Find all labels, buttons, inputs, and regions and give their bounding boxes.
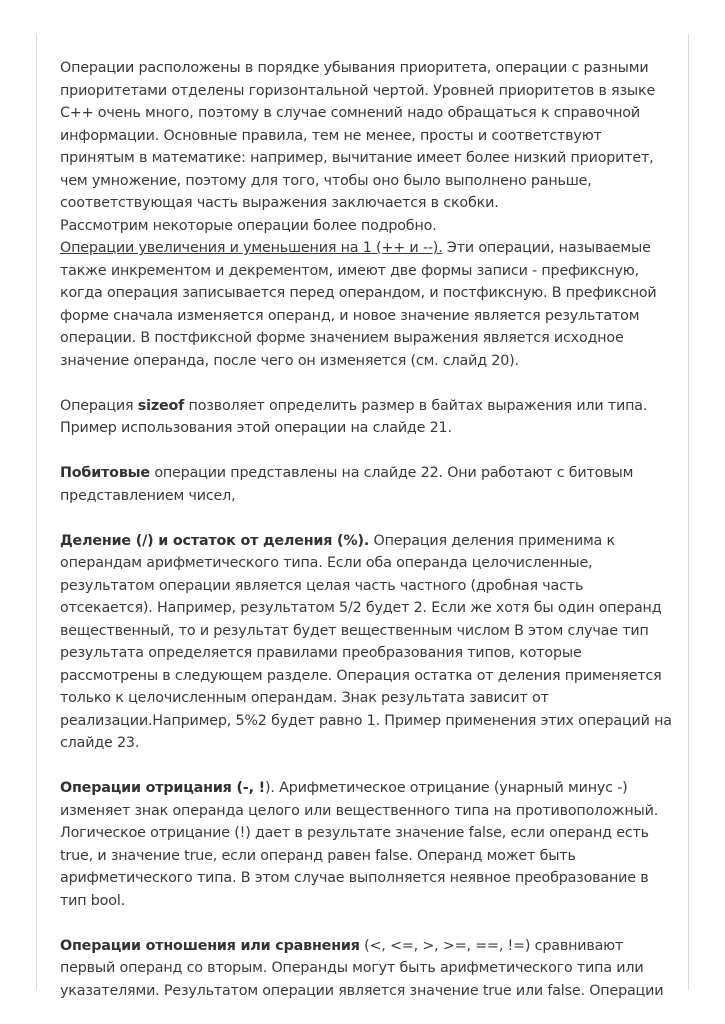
page-border-right bbox=[688, 34, 689, 990]
paragraph-bitwise bbox=[60, 462, 672, 507]
division-text: Операция деления применима к операндам арифметического типа. Если оба операнда целочисленные, результатом операции является целая часть частного (дробная часть отсекается). Например, результатом 5/2 будет 2. Если же хотя бы один операнд вещественный, то и результат будет вещественным числом В этом случае тип результата определяется правилами преобразования типов, которые рассмотрены в следующем разделе. Операция остатка от деления применяется только к целочисленным операндам. Знак результата зависит от реализации.Например, 5%2 будет равно 1. Пример применения этих операций на слайде 23. bbox=[60, 532, 672, 751]
increment-heading: Операции увеличения и уменьшения на 1 (++ и --). bbox=[60, 240, 443, 256]
page-border-left bbox=[36, 34, 37, 990]
sizeof-keyword: sizeof bbox=[137, 397, 185, 414]
sizeof-prefix: Операция bbox=[60, 397, 138, 414]
sizeof-text: позволяет определить размер в байтах выражения или типа. Пример использования этой операции на слайде 21. bbox=[60, 397, 648, 436]
paragraph-division bbox=[60, 530, 672, 755]
paragraph-negation bbox=[60, 777, 672, 912]
comparison-heading: Операции отношения или сравнения bbox=[60, 937, 360, 954]
bitwise-text: операции представлены на слайде 22. Они работают с битовым представлением чисел, bbox=[60, 465, 634, 504]
paragraph-gap bbox=[60, 507, 672, 530]
paragraph-increment bbox=[60, 237, 672, 372]
paragraph-intro: Рассмотрим некоторые операции более подробно. bbox=[60, 217, 437, 234]
paragraph-priority: Операции расположены в порядке убывания приоритета, операции с разными приоритетами отделены горизонтальной чертой. Уровней приоритетов в языке C++ очень много, поэтому в случае сомнений надо обращаться к справочной информации. Основные правила, тем не менее, просты и соответствуют принятым в математике: например, вычитание имеет более низкий приоритет, чем умножение, поэтому для того, чтобы оно было выполнено раньше, соответствующая часть выражения заключается в скобки. bbox=[60, 60, 656, 211]
paragraph-gap bbox=[60, 440, 672, 463]
comparison-text: (<, <=, >, >=, ==, !=) сравнивают первый операнд со вторым. Операнды могут быть арифметического типа или указателями. Результатом операции является значение true или false. Операции bbox=[60, 937, 664, 999]
division-heading: Деление (/) и остаток от деления (%). bbox=[60, 532, 370, 549]
paragraph-gap bbox=[60, 912, 672, 935]
negation-text: ). Арифметическое отрицание (унарный минус -) изменяет знак операнда целого или вещественного типа на противоположный. Логическое отрицание (!) дает в результате значение false, если операнд есть true, и значение true, если операнд равен false. Операнд может быть арифметического типа. В этом случае выполняется неявное преобразование в тип bool. bbox=[60, 780, 659, 909]
paragraph-gap bbox=[60, 755, 672, 778]
increment-text: Эти операции, называемые также инкрементом и декрементом, имеют две формы записи - префиксную, когда операция записывается перед операндом, и постфиксную. В префиксной форме сначала изменяется операнд, и новое значение является результатом операции. В постфиксной форме значением выражения является исходное значение операнда, после чего он изменяется (см. слайд 20). bbox=[60, 240, 657, 369]
paragraph-sizeof bbox=[60, 395, 672, 440]
negation-heading: Операции отрицания (-, ! bbox=[60, 780, 265, 796]
document-body bbox=[60, 57, 672, 1002]
paragraph-comparison bbox=[60, 935, 672, 1003]
paragraph-gap bbox=[60, 372, 672, 395]
bitwise-heading: Побитовые bbox=[60, 465, 150, 481]
